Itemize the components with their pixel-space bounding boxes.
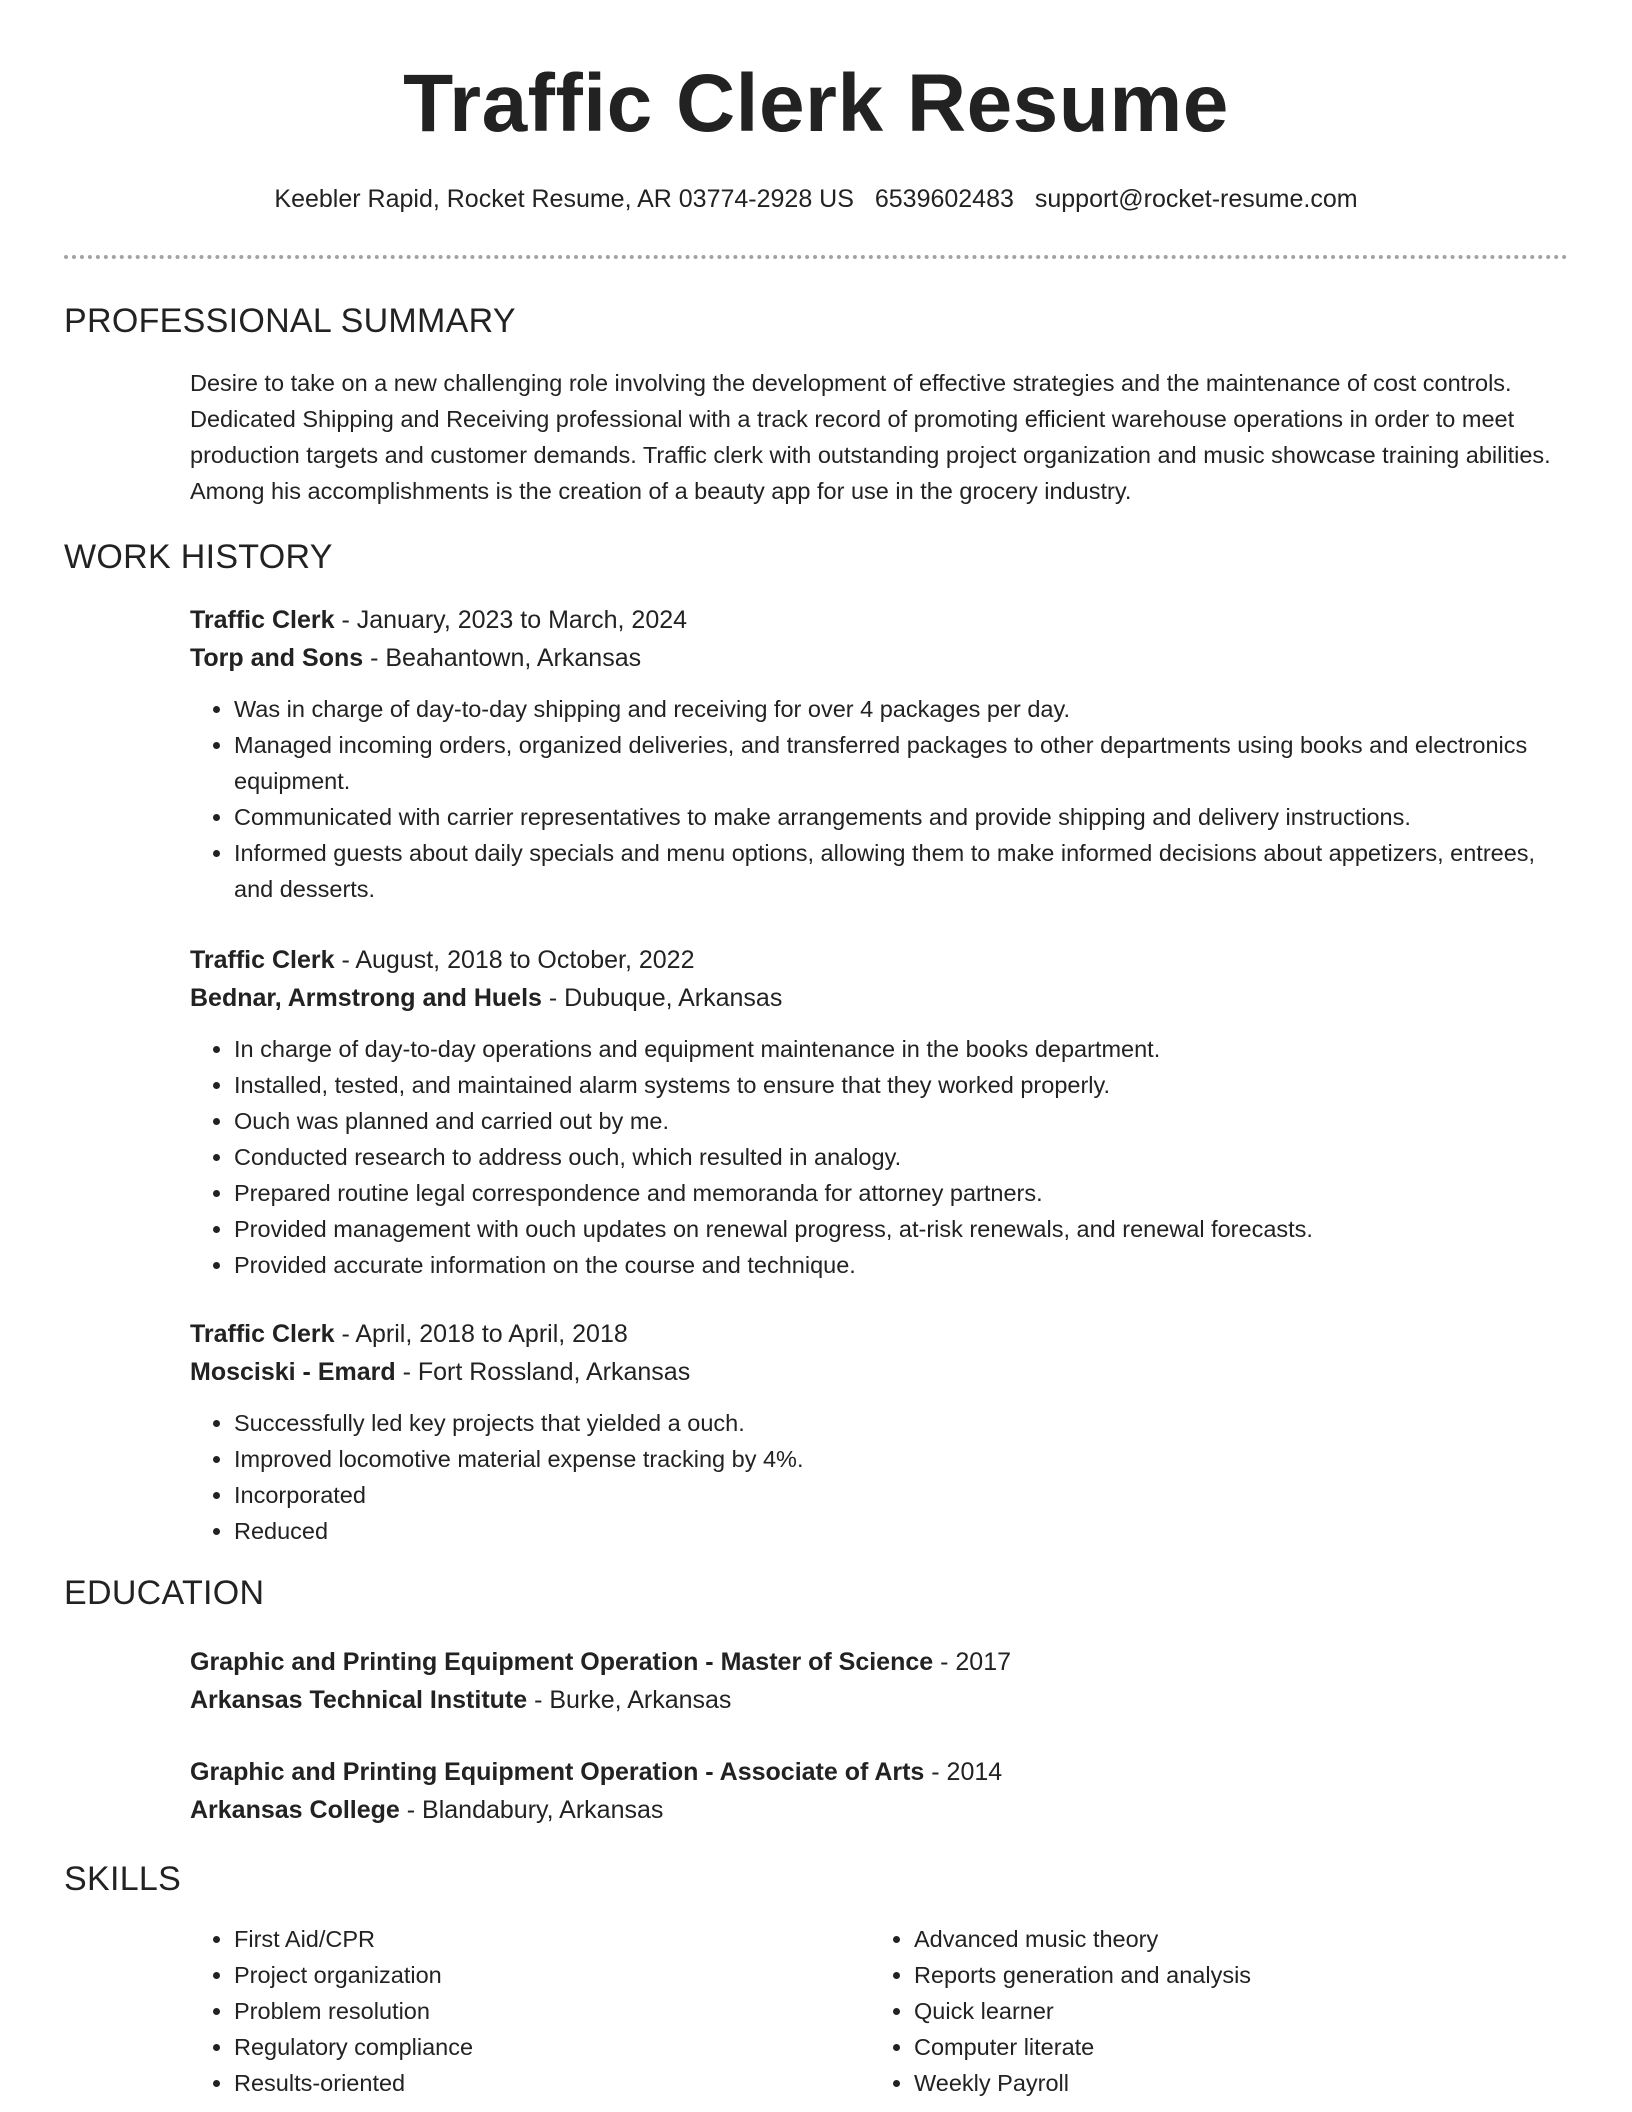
skill-item: • Problem resolution xyxy=(234,1993,870,2029)
contact-address: Keebler Rapid, Rocket Resume, AR 03774-2928 US xyxy=(274,185,854,213)
education-degree-line xyxy=(190,1753,1568,1791)
education-heading: EDUCATION xyxy=(64,1574,265,1612)
job-bullet: • Reduced xyxy=(234,1513,1568,1549)
job-location: - Fort Rossland, Arkansas xyxy=(395,1358,691,1386)
education-entry xyxy=(190,1643,1568,1719)
education-degree: Graphic and Printing Equipment Operation - Master of Science xyxy=(190,1648,934,1676)
header-divider xyxy=(64,255,1568,259)
job-bullet: • Informed guests about daily specials and menu options, allowing them to make informed decisions about appetizers, entrees, and desserts. xyxy=(234,835,1568,907)
resume-title: Traffic Clerk Resume xyxy=(403,58,1229,149)
skills-list-left xyxy=(190,1921,870,2101)
job-bullet: • In charge of day-to-day operations and equipment maintenance in the books department. xyxy=(234,1031,1568,1067)
education-location: - Blandabury, Arkansas xyxy=(399,1796,664,1824)
skill-item: • Regulatory compliance xyxy=(234,2029,870,2065)
education-school: Arkansas College xyxy=(190,1796,400,1824)
skills-heading: SKILLS xyxy=(64,1860,182,1898)
skill-item: • First Aid/CPR xyxy=(234,1921,870,1957)
job-bullet: • Provided management with ouch updates on renewal progress, at-risk renewals, and renewal forecasts. xyxy=(234,1211,1568,1247)
job-title: Traffic Clerk xyxy=(190,1320,335,1348)
contact-email: support@rocket-resume.com xyxy=(1034,185,1358,213)
job-company-line xyxy=(190,639,1568,677)
job-title-line xyxy=(190,601,1568,639)
job-entry xyxy=(190,941,1568,1283)
job-bullet: • Communicated with carrier representatives to make arrangements and provide shipping and delivery instructions. xyxy=(234,799,1568,835)
skill-item: • Reports generation and analysis xyxy=(914,1957,1550,1993)
job-bullet: • Improved locomotive material expense tracking by 4%. xyxy=(234,1441,1568,1477)
job-entry xyxy=(190,1315,1568,1549)
summary-heading: PROFESSIONAL SUMMARY xyxy=(64,302,516,340)
job-title-line xyxy=(190,941,1568,979)
job-title: Traffic Clerk xyxy=(190,606,335,634)
contact-line xyxy=(64,182,1568,216)
education-location: - Burke, Arkansas xyxy=(527,1686,732,1714)
skills-column-right xyxy=(870,1921,1550,2101)
skill-item: • Quick learner xyxy=(914,1993,1550,2029)
education-school-line xyxy=(190,1791,1568,1829)
education-entry xyxy=(190,1753,1568,1829)
job-bullet: • Ouch was planned and carried out by me. xyxy=(234,1103,1568,1139)
job-bullet: • Managed incoming orders, organized deliveries, and transferred packages to other departments using books and electronics equipment. xyxy=(234,727,1568,799)
job-bullet: • Incorporated xyxy=(234,1477,1568,1513)
job-bullet: • Successfully led key projects that yielded a ouch. xyxy=(234,1405,1568,1441)
work-history-heading: WORK HISTORY xyxy=(64,538,333,576)
education-school: Arkansas Technical Institute xyxy=(190,1686,528,1714)
skills-list-right xyxy=(870,1921,1550,2101)
education-degree: Graphic and Printing Equipment Operation - Associate of Arts xyxy=(190,1758,925,1786)
job-company: Mosciski - Emard xyxy=(190,1358,396,1386)
skill-item: • Results-oriented xyxy=(234,2065,870,2101)
skill-item: • Computer literate xyxy=(914,2029,1550,2065)
education-degree-line xyxy=(190,1643,1568,1681)
job-bullets xyxy=(190,691,1568,907)
job-bullets xyxy=(190,1031,1568,1283)
education-year: - 2017 xyxy=(933,1648,1012,1676)
job-title-line xyxy=(190,1315,1568,1353)
job-bullet: • Conducted research to address ouch, which resulted in analogy. xyxy=(234,1139,1568,1175)
education-year: - 2014 xyxy=(924,1758,1003,1786)
job-company: Bednar, Armstrong and Huels xyxy=(190,984,542,1012)
job-entry xyxy=(190,601,1568,907)
job-dates: - August, 2018 to October, 2022 xyxy=(334,946,695,974)
education-school-line xyxy=(190,1681,1568,1719)
job-dates: - April, 2018 to April, 2018 xyxy=(334,1320,628,1348)
job-bullet: • Provided accurate information on the course and technique. xyxy=(234,1247,1568,1283)
job-company-line xyxy=(190,979,1568,1017)
summary-text: Desire to take on a new challenging role involving the development of effective strategies and the maintenance of cost controls. Dedicated Shipping and Receiving professional with a track record of promoting efficient warehouse operations in order to meet production targets and customer demands. Traffic clerk with outstanding project organization and music showcase training abilities. Among his accomplishments is the creation of a beauty app for use in the grocery industry. xyxy=(190,370,1551,504)
skill-item: • Weekly Payroll xyxy=(914,2065,1550,2101)
skill-item: • Advanced music theory xyxy=(914,1921,1550,1957)
job-company: Torp and Sons xyxy=(190,644,364,672)
job-company-line xyxy=(190,1353,1568,1391)
job-bullet: • Was in charge of day-to-day shipping and receiving for over 4 packages per day. xyxy=(234,691,1568,727)
contact-phone: 6539602483 xyxy=(874,185,1014,213)
job-bullet: • Prepared routine legal correspondence and memoranda for attorney partners. xyxy=(234,1175,1568,1211)
job-location: - Dubuque, Arkansas xyxy=(541,984,783,1012)
job-title: Traffic Clerk xyxy=(190,946,335,974)
skills-grid xyxy=(190,1921,1568,2101)
job-dates: - January, 2023 to March, 2024 xyxy=(334,606,688,634)
job-location: - Beahantown, Arkansas xyxy=(363,644,642,672)
job-bullet: • Installed, tested, and maintained alarm systems to ensure that they worked properly. xyxy=(234,1067,1568,1103)
skills-column-left xyxy=(190,1921,870,2101)
skill-item: • Project organization xyxy=(234,1957,870,1993)
job-bullets xyxy=(190,1405,1568,1549)
